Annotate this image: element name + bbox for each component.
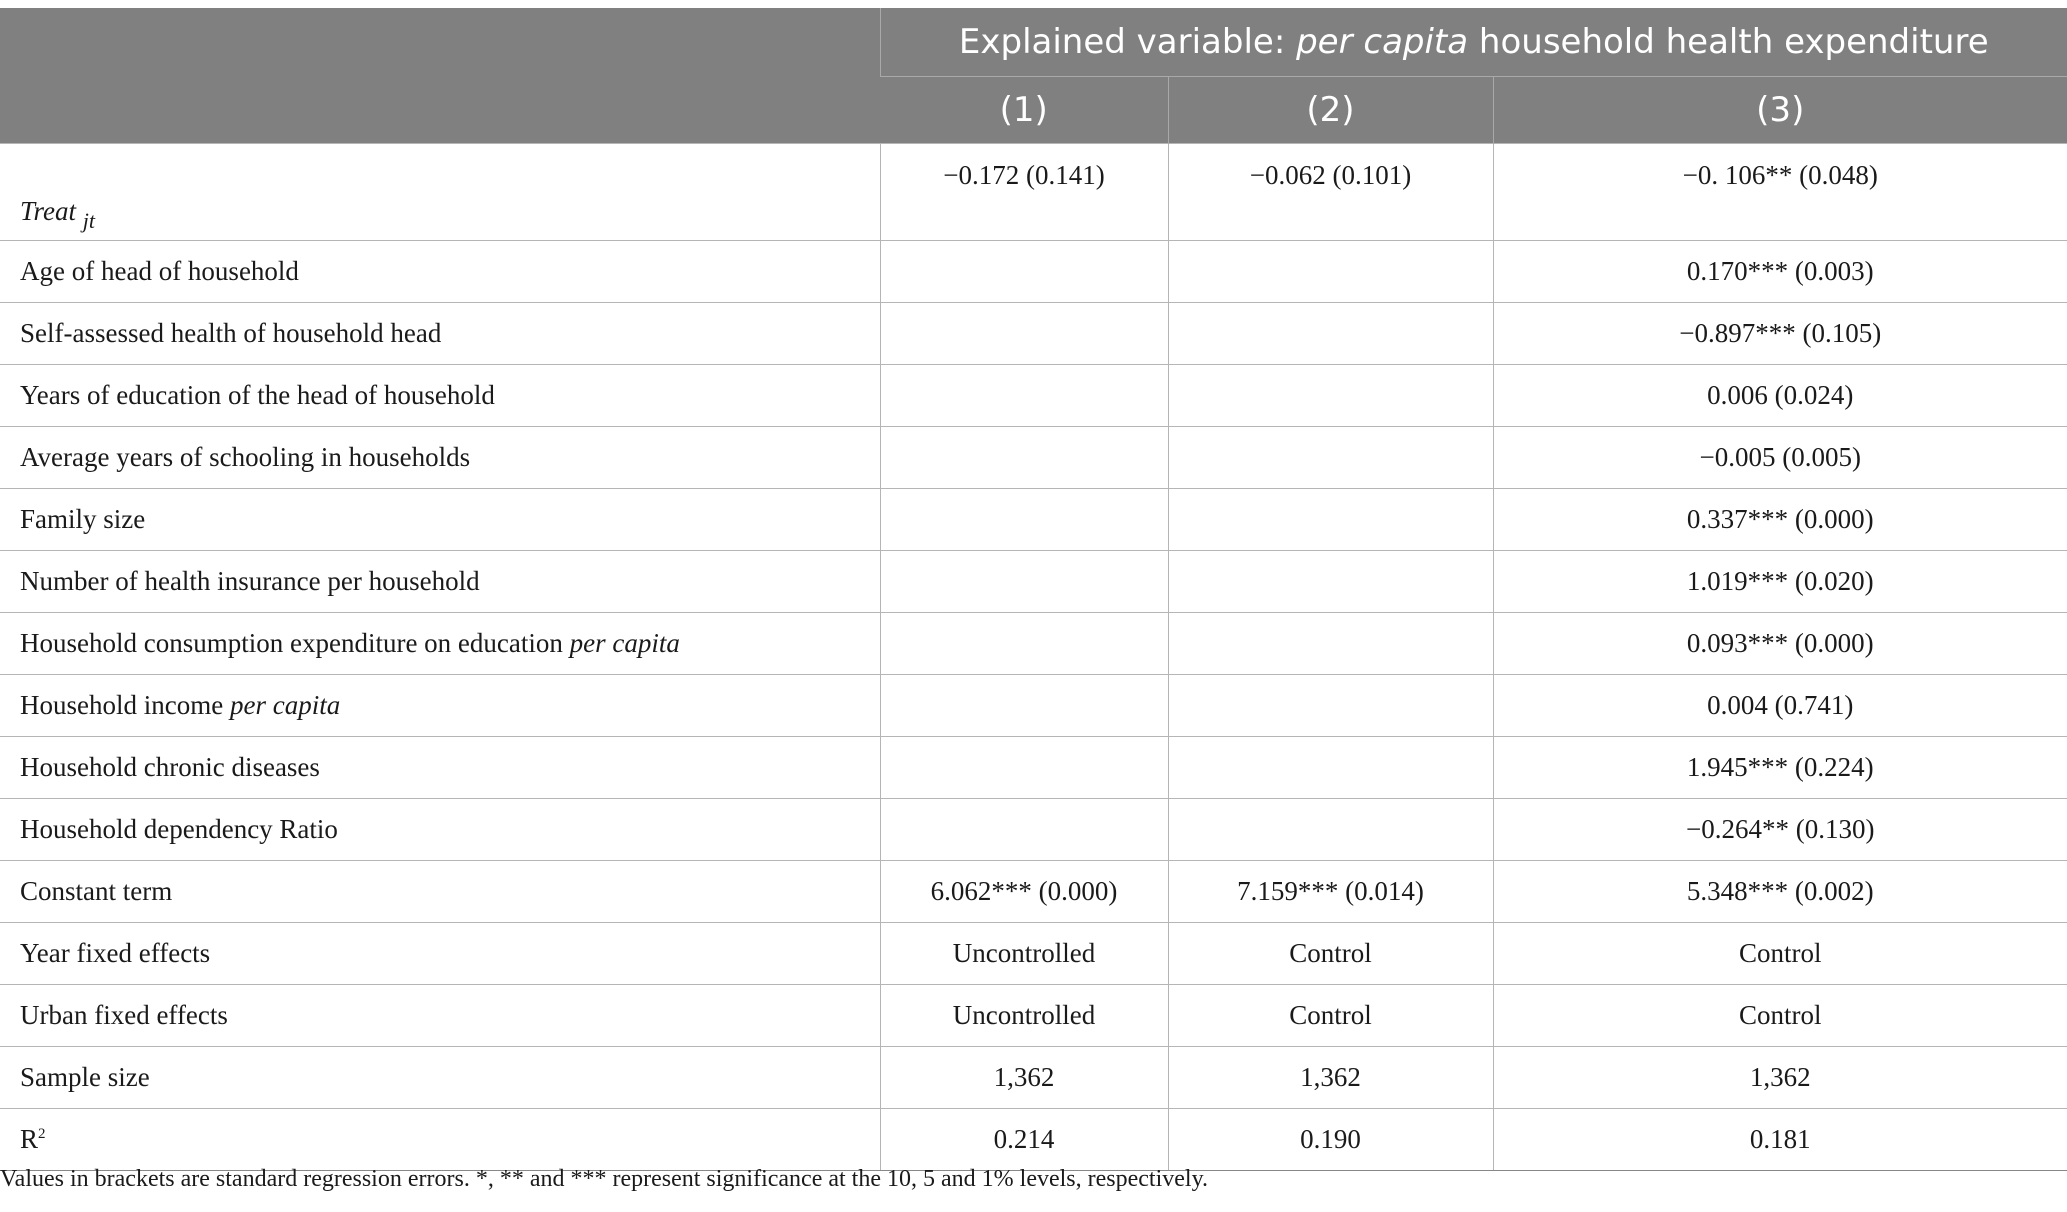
cell-column-2: 0.190: [1168, 1109, 1493, 1171]
row-label-superscript: 2: [38, 1126, 46, 1142]
table-row: [0, 1047, 2067, 1109]
spanner-prefix: Explained variable:: [958, 22, 1297, 62]
cell-column-3: −0.005 (0.005): [1493, 427, 2067, 489]
table-row: [0, 923, 2067, 985]
table-row: [0, 489, 2067, 551]
row-label: [0, 861, 880, 923]
table-row: [0, 1109, 2067, 1171]
cell-column-3: Control: [1493, 985, 2067, 1047]
cell-column-3: 0.006 (0.024): [1493, 365, 2067, 427]
table-row: [0, 737, 2067, 799]
table-row: [0, 365, 2067, 427]
row-label: [0, 427, 880, 489]
row-label-subscript: jt: [82, 208, 96, 233]
regression-table-container: [0, 8, 2067, 1171]
cell-column-2: 1,362: [1168, 1047, 1493, 1109]
cell-column-2: [1168, 489, 1493, 551]
row-label-text: Constant term: [20, 876, 173, 906]
row-label: [0, 303, 880, 365]
row-label-text: Household consumption expenditure on education: [20, 628, 570, 658]
regression-table: [0, 8, 2067, 1171]
row-label-text: Number of health insurance per household: [20, 566, 480, 596]
row-label-text: Sample size: [20, 1062, 150, 1092]
row-label-text: Household income: [20, 690, 230, 720]
cell-column-2: [1168, 303, 1493, 365]
row-label: [0, 737, 880, 799]
row-label-text: Year fixed effects: [20, 938, 211, 968]
cell-column-3: 0.170*** (0.003): [1493, 241, 2067, 303]
cell-column-1: Uncontrolled: [880, 923, 1168, 985]
cell-column-3: 0.093*** (0.000): [1493, 613, 2067, 675]
cell-column-1: [880, 241, 1168, 303]
cell-column-2: [1168, 365, 1493, 427]
cell-column-1: [880, 737, 1168, 799]
row-label-text: Treat: [20, 196, 77, 226]
cell-column-3: 0.337*** (0.000): [1493, 489, 2067, 551]
table-row: [0, 613, 2067, 675]
table-row: [0, 675, 2067, 737]
cell-column-2: [1168, 799, 1493, 861]
row-label: [0, 489, 880, 551]
table-row: [0, 303, 2067, 365]
row-label: [0, 241, 880, 303]
table-row: [0, 241, 2067, 303]
table-row: [0, 144, 2067, 241]
cell-column-2: Control: [1168, 985, 1493, 1047]
cell-column-1: −0.172 (0.141): [880, 144, 1168, 241]
column-header-2: (2): [1168, 77, 1493, 144]
row-label: [0, 1047, 880, 1109]
row-label-text: Urban fixed effects: [20, 1000, 228, 1030]
cell-column-1: 6.062*** (0.000): [880, 861, 1168, 923]
column-header-1: (1): [880, 77, 1168, 144]
cell-column-2: [1168, 241, 1493, 303]
row-label-italic: per capita: [569, 628, 680, 658]
table-row: [0, 861, 2067, 923]
cell-column-3: 1.019*** (0.020): [1493, 551, 2067, 613]
cell-column-2: [1168, 737, 1493, 799]
cell-column-1: [880, 303, 1168, 365]
row-label-text: Household chronic diseases: [20, 752, 320, 782]
row-label: [0, 144, 880, 241]
cell-column-1: [880, 551, 1168, 613]
cell-column-3: 0.004 (0.741): [1493, 675, 2067, 737]
cell-column-3: 1,362: [1493, 1047, 2067, 1109]
cell-column-1: [880, 799, 1168, 861]
row-label-text: Family size: [20, 504, 146, 534]
cell-column-1: [880, 489, 1168, 551]
row-label: [0, 551, 880, 613]
cell-column-1: Uncontrolled: [880, 985, 1168, 1047]
spanner-suffix: household health expenditure: [1468, 22, 1989, 62]
row-label-text: R: [20, 1124, 39, 1154]
table-footnote: Values in brackets are standard regression errors. *, ** and *** represent significance at the 10, 5 and 1% levels, respectively.: [0, 1166, 1209, 1192]
row-label: [0, 613, 880, 675]
table-row: [0, 427, 2067, 489]
cell-column-1: [880, 675, 1168, 737]
row-label-text: Average years of schooling in households: [20, 442, 471, 472]
table-header: [0, 8, 2067, 144]
cell-column-1: [880, 365, 1168, 427]
row-label-text: Years of education of the head of household: [20, 380, 495, 410]
cell-column-1: [880, 427, 1168, 489]
column-header-3: (3): [1493, 77, 2067, 144]
cell-column-2: [1168, 675, 1493, 737]
row-label-italic: per capita: [229, 690, 341, 720]
table-row: [0, 551, 2067, 613]
explained-variable-header: [880, 8, 2067, 77]
table-body: [0, 144, 2067, 1171]
table-row: [0, 985, 2067, 1047]
cell-column-3: 1.945*** (0.224): [1493, 737, 2067, 799]
cell-column-2: Control: [1168, 923, 1493, 985]
cell-column-2: −0.062 (0.101): [1168, 144, 1493, 241]
row-label: [0, 365, 880, 427]
cell-column-3: 0.181: [1493, 1109, 2067, 1171]
cell-column-3: 5.348*** (0.002): [1493, 861, 2067, 923]
cell-column-3: −0.897*** (0.105): [1493, 303, 2067, 365]
cell-column-1: [880, 613, 1168, 675]
row-label: [0, 799, 880, 861]
table-row: [0, 799, 2067, 861]
header-blank-cell: [0, 8, 880, 144]
row-label: [0, 923, 880, 985]
row-label: [0, 985, 880, 1047]
row-label-text: Household dependency Ratio: [20, 814, 338, 844]
cell-column-3: Control: [1493, 923, 2067, 985]
cell-column-2: [1168, 427, 1493, 489]
spanner-italic: per capita: [1296, 22, 1469, 62]
cell-column-1: 0.214: [880, 1109, 1168, 1171]
row-label-text: Self-assessed health of household head: [20, 318, 442, 348]
cell-column-3: −0. 106** (0.048): [1493, 144, 2067, 241]
cell-column-1: 1,362: [880, 1047, 1168, 1109]
cell-column-3: −0.264** (0.130): [1493, 799, 2067, 861]
cell-column-2: 7.159*** (0.014): [1168, 861, 1493, 923]
row-label: [0, 675, 880, 737]
row-label-text: Age of head of household: [20, 256, 299, 286]
cell-column-2: [1168, 551, 1493, 613]
cell-column-2: [1168, 613, 1493, 675]
row-label: [0, 1109, 880, 1171]
